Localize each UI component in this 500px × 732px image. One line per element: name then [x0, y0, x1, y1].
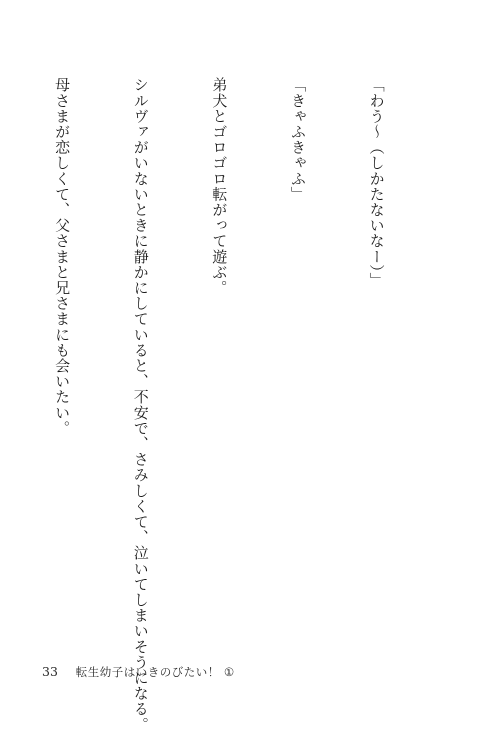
page-footer [42, 664, 235, 680]
text-line-2: 「きゃふきゃふ」 [288, 77, 307, 202]
book-title: 転生幼子はいきのびたい！ ① [75, 665, 235, 679]
text-line-1: 「わう～（しかたないなー）」 [367, 77, 386, 288]
text-line-4: シルヴァがいないときに静かにしていると、不安で、さみしくて、泣いてしまいそうになる。 [131, 77, 150, 732]
page-number: 33 [42, 664, 58, 679]
text-line-5: 母さまが恋しくて、父さまと兄さまにも会いたい。 [53, 77, 72, 436]
text-line-3: 弟犬とゴロゴロ転がって遊ぶ。 [210, 77, 229, 296]
